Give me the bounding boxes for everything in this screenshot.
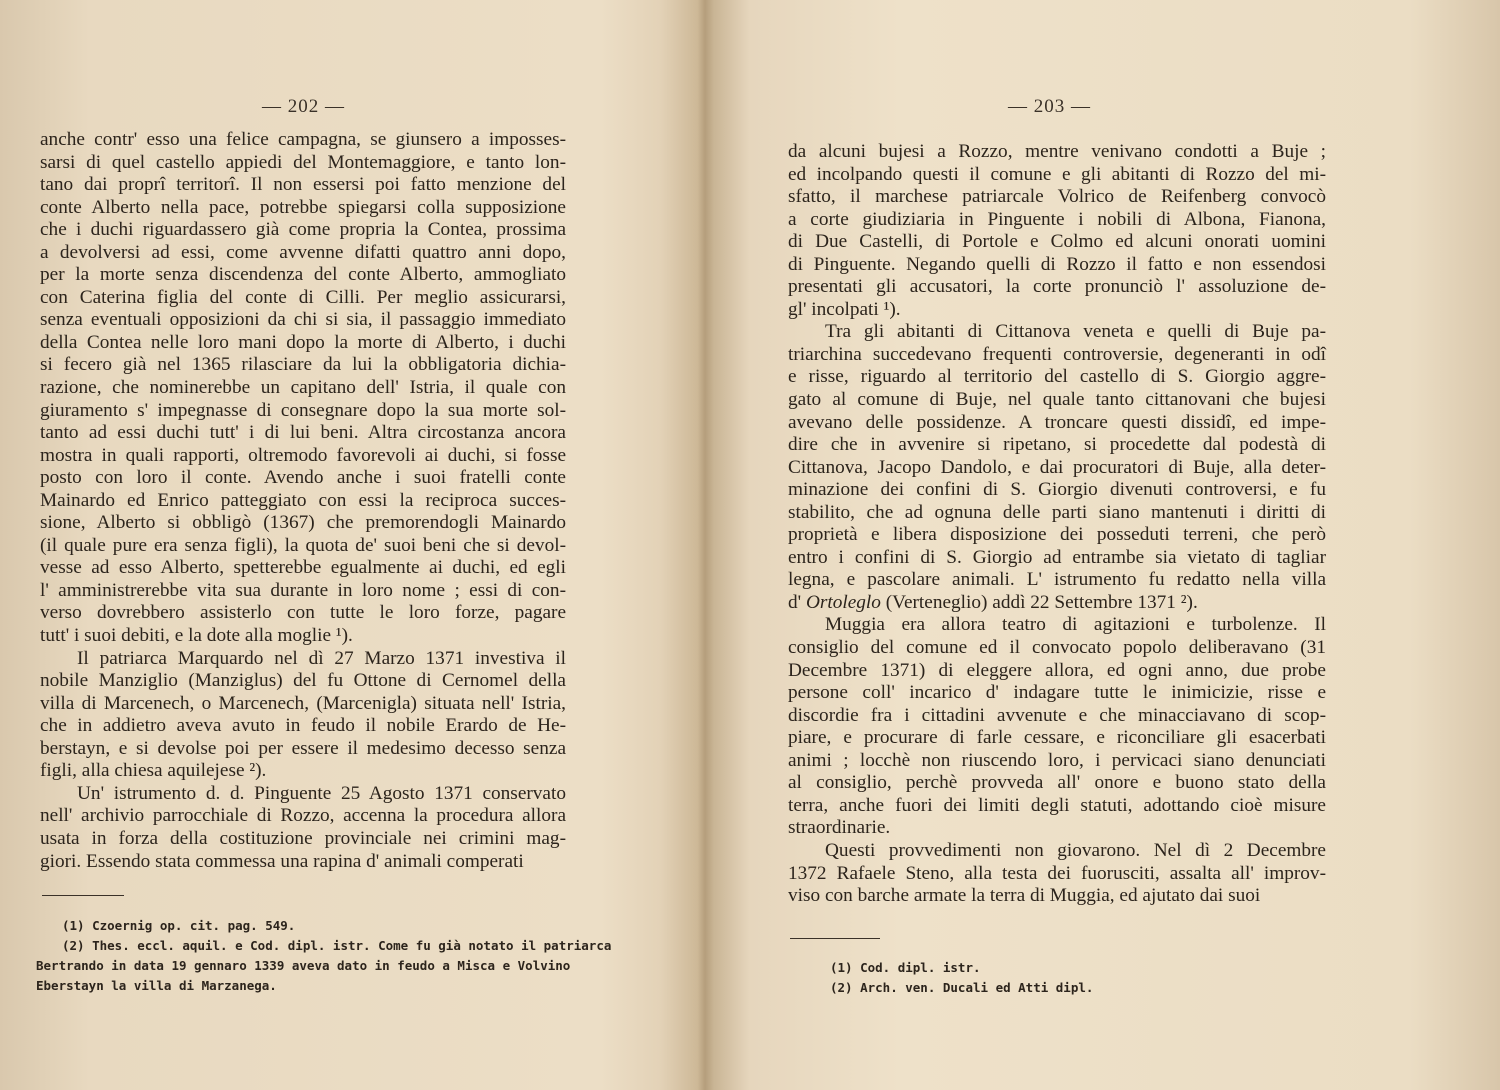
text-line: posto con loro il conte. Avendo anche i suoi fratelli conte: [40, 467, 566, 489]
text-line: minazione dei confini di S. Giorgio divenuti controversi, e fu: [788, 479, 1326, 501]
text-line: anche contr' esso una felice campagna, se giunsero a imposses-: [40, 129, 566, 150]
text-line: sarsi di quel castello appiedi del Montemaggiore, e tanto lon-: [40, 151, 566, 173]
italic-place-name: Ortoleglo: [805, 591, 881, 613]
text-line: con Caterina figlia del conte di Cilli. Per meglio assicurarsi,: [40, 286, 566, 308]
text-line: terra, anche fuori dei limiti degli statuti, adottando cioè misure: [788, 794, 1326, 816]
body-text: [40, 129, 566, 873]
text-line: l' amministrerebbe vita sua durante in loro nome ; essi di con-: [40, 579, 566, 601]
text-line: triarchina succedevano frequenti controversie, degeneranti in odî: [788, 343, 1326, 365]
page-number: — 202 —: [262, 96, 345, 117]
text-line: piare, e procurare di farle cessare, e riconciliare gli esacerbati: [788, 727, 1326, 749]
text-line: della Contea nelle loro mani dopo la morte di Alberto, i duchi: [40, 331, 566, 353]
text-line: vesse ad esso Alberto, spetterebbe egualmente ai duchi, ed egli: [40, 557, 566, 579]
text-line: senza eventuali opposizioni da chi si sia, il passaggio immediato: [40, 309, 566, 331]
text-line: Un' istrumento d. d. Pinguente 25 Agosto 1371 conservato: [77, 782, 566, 804]
text-line: nobile Manziglio (Manziglus) del fu Ottone di Cernomel della: [40, 670, 566, 692]
text-line: sfatto, il marchese patriarcale Volrico de Reifenberg convocò: [788, 186, 1326, 208]
text-line: Cittanova, Jacopo Dandolo, e dai procuratori di Buje, alla deter-: [788, 456, 1326, 478]
text-line: a devolversi ad essi, come avvenne difatti quattro anni dopo,: [40, 241, 566, 263]
text-line: tutt' i suoi debiti, e la dote alla moglie ¹).: [40, 625, 353, 647]
text-line: che i duchi riguardassero già come propria la Contea, prossima: [40, 219, 566, 241]
text-line: consiglio del comune ed il convocato popolo deliberavano (31: [788, 637, 1326, 659]
text-line: Mainardo ed Enrico patteggiato con essi la reciproca succes-: [40, 489, 566, 511]
text-line: a corte giudiziaria in Pinguente i nobili di Albona, Fianona,: [788, 208, 1326, 230]
text-line: sione, Alberto si obbligò (1367) che premorendogli Mainardo: [40, 512, 566, 534]
footnote-line: (1) Czoernig op. cit. pag. 549.: [62, 918, 296, 933]
text-line: persone coll' incarico d' indagare tutte le inimicizie, risse e: [788, 682, 1326, 704]
text-line: discordie fra i cittadini avvenute e che minacciavano di scop-: [788, 704, 1326, 726]
text-line: 1372 Rafaele Steno, alla testa dei fuorusciti, assalta all' improv-: [788, 862, 1326, 884]
text-line: villa di Marcenech, o Marcenech, (Marcenigla) situata nell' Istria,: [40, 692, 566, 714]
text-line: figli, alla chiesa aquilejese ²).: [40, 760, 267, 782]
text-line: giuramento s' impegnasse di consegnare dopo la sua morte sol-: [40, 399, 566, 421]
text-line: berstayn, e si devolse poi per essere il medesimo decesso senza: [40, 737, 566, 759]
text-line: usata in forza della costituzione provinciale nei crimini mag-: [40, 827, 566, 849]
text-line: Muggia era allora teatro di agitazioni e turbolenze. Il: [825, 614, 1326, 636]
text-line: verso dovrebbero assisterlo con tutte le loro forze, pagare: [40, 602, 566, 624]
text-line: tanto ad essi duchi tutt' i di lui beni. Altra circostanza ancora: [40, 422, 566, 444]
text-line: tano dai proprî territorî. Il non essersi poi fatto menzione del: [40, 174, 566, 196]
text-line: da alcuni bujesi a Rozzo, mentre venivano condotti a Buje ;: [788, 141, 1326, 162]
text-line: d' Ortoleglo (Verteneglio) addì 22 Settembre 1371 ²).: [788, 591, 1198, 613]
text-line: Questi provvedimenti non giovarono. Nel dì 2 Decembre: [825, 839, 1326, 861]
text-line: e risse, riguardo al territorio del castello di S. Giorgio aggre-: [788, 366, 1326, 388]
footnotes: [36, 916, 612, 996]
text-line: di Pinguente. Negando quelli di Rozzo il fatto e non essendosi: [788, 253, 1326, 275]
text-line: Tra gli abitanti di Cittanova veneta e quelli di Buje pa-: [825, 321, 1326, 343]
footnote-line: (2) Arch. ven. Ducali ed Atti dipl.: [830, 980, 1094, 995]
text-line: ed incolpando questi il comune e gli abitanti di Rozzo del mi-: [788, 163, 1326, 185]
text-line: Il patriarca Marquardo nel dì 27 Marzo 1371 investiva il: [77, 647, 566, 669]
footnote-line: (1) Cod. dipl. istr.: [830, 960, 981, 975]
text-line: proprietà e libera disposizione dei posseduti terreni, che però: [788, 524, 1326, 546]
text-line: avevano delle possidenze. A troncare questi dissidî, ed impe-: [788, 411, 1326, 433]
text-line: legna, e pascolare animali. L' istrumento fu redatto nella villa: [788, 569, 1326, 591]
text-line: mostra in quali rapporti, oltremodo favorevoli ai duchi, si fosse: [40, 444, 566, 466]
page-number: — 203 —: [1008, 96, 1091, 117]
right-page: [690, 0, 1500, 1090]
text-line: gato al comune di Buje, nel quale tanto cittanovani che bujesi: [788, 389, 1326, 411]
left-page: [0, 0, 690, 1090]
footnote-line: Bertrando in data 19 gennaro 1339 aveva dato in feudo a Misca e Volvino: [36, 958, 571, 973]
footnotes: [830, 958, 1230, 998]
footnote-rule: [42, 895, 124, 896]
footnote-line: (2) Thes. eccl. aquil. e Cod. dipl. istr. Come fu già notato il patriarca: [62, 938, 612, 953]
text-line: si fecero già nel 1365 rilasciare da lui la obbligatoria dichia-: [40, 354, 566, 376]
text-line: straordinarie.: [788, 817, 891, 839]
text-line: Decembre 1371) di eleggere allora, ed ogni anno, due probe: [788, 659, 1326, 681]
text-line: che in addietro aveva avuto in feudo il nobile Erardo de He-: [40, 715, 566, 737]
text-line: animi ; locchè non riuscendo loro, i pervicaci siano denunciati: [788, 749, 1326, 771]
text-line: conte Alberto nella pace, potrebbe spiegarsi colla supposizione: [40, 196, 566, 218]
body-text: [788, 141, 1326, 908]
text-line: stabilito, che ad ognuna delle parti siano mantenuti i diritti di: [788, 501, 1326, 523]
text-line: di Due Castelli, di Portole e Colmo ed alcuni onorati uomini: [788, 231, 1326, 253]
text-line: nell' archivio parrocchiale di Rozzo, accenna la procedura allora: [40, 805, 566, 827]
text-line: entro i confini di S. Giorgio ad entrambe sia vietato di tagliar: [788, 546, 1326, 568]
text-line: presentati gli accusatori, la corte pronunciò l' assoluzione de-: [788, 276, 1326, 298]
text-line: al consiglio, perchè provveda all' onore e buono stato della: [788, 772, 1326, 794]
text-line: giori. Essendo stata commessa una rapina d' animali comperati: [40, 850, 524, 872]
text-line: razione, che nominerebbe un capitano dell' Istria, il quale con: [40, 377, 566, 399]
text-line: viso con barche armate la terra di Muggia, ed ajutato dai suoi: [788, 885, 1261, 907]
text-line: gl' incolpati ¹).: [788, 298, 901, 320]
text-line: dire che in avvenire si ripetano, si procedette dal podestà di: [788, 434, 1326, 456]
footnote-rule: [790, 938, 880, 939]
footnote-line: Eberstayn la villa di Marzanega.: [36, 978, 277, 993]
text-line: per la morte senza discendenza del conte Alberto, ammogliato: [40, 264, 566, 286]
text-line: (il quale pure era senza figli), la quota de' suoi beni che si devol-: [40, 534, 566, 556]
